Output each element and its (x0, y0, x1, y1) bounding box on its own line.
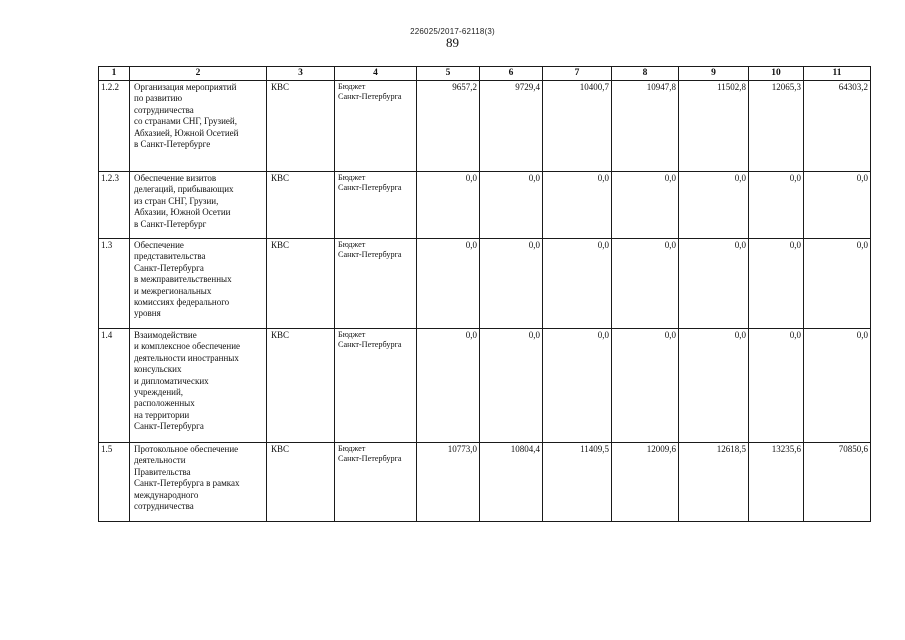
row-measure-name: Организация мероприятий по развитию сотрудничества со странами СНГ, Грузией, Абхазией, Южной Осетией в Санкт-Петербурге (130, 81, 267, 172)
row-value: 11502,8 (679, 81, 749, 172)
row-measure-name: Обеспечение представительства Санкт-Петербурга в межправительственных и межрегиональных комиссиях федерального уровня (130, 239, 267, 329)
row-value: 10773,0 (417, 443, 480, 522)
row-value: 0,0 (612, 329, 679, 443)
row-value: 12009,6 (612, 443, 679, 522)
row-code: 1.2.2 (99, 81, 130, 172)
column-header: 10 (749, 67, 804, 81)
row-executor: КВС (267, 239, 335, 329)
row-executor: КВС (267, 81, 335, 172)
column-header: 9 (679, 67, 749, 81)
row-value: 0,0 (543, 172, 612, 239)
table-row (99, 172, 871, 239)
row-value: 0,0 (417, 172, 480, 239)
row-funding-source: Бюджет Санкт-Петербурга (335, 172, 417, 239)
column-header: 7 (543, 67, 612, 81)
row-value: 10804,4 (480, 443, 543, 522)
budget-table (98, 66, 871, 522)
document-registration-code: 226025/2017-62118(3) (410, 27, 495, 36)
row-measure-name: Протокольное обеспечение деятельности Правительства Санкт-Петербурга в рамках международного сотрудничества (130, 443, 267, 522)
row-funding-source: Бюджет Санкт-Петербурга (335, 443, 417, 522)
row-code: 1.3 (99, 239, 130, 329)
row-code: 1.5 (99, 443, 130, 522)
column-header: 3 (267, 67, 335, 81)
row-value: 0,0 (804, 239, 871, 329)
row-value: 0,0 (804, 172, 871, 239)
row-funding-source: Бюджет Санкт-Петербурга (335, 239, 417, 329)
row-value: 11409,5 (543, 443, 612, 522)
row-value: 9657,2 (417, 81, 480, 172)
row-code: 1.4 (99, 329, 130, 443)
table-row (99, 443, 871, 522)
row-value: 0,0 (749, 329, 804, 443)
row-measure-name: Взаимодействие и комплексное обеспечение деятельности иностранных консульских и дипломатических учреждений, расположенных на территории Санкт-Петербурга (130, 329, 267, 443)
row-value: 0,0 (480, 239, 543, 329)
column-header: 8 (612, 67, 679, 81)
row-value: 0,0 (612, 239, 679, 329)
column-header: 4 (335, 67, 417, 81)
column-header: 11 (804, 67, 871, 81)
row-value: 0,0 (679, 239, 749, 329)
row-value: 12065,3 (749, 81, 804, 172)
row-funding-source: Бюджет Санкт-Петербурга (335, 81, 417, 172)
row-value: 0,0 (417, 329, 480, 443)
row-value: 0,0 (679, 329, 749, 443)
column-header: 5 (417, 67, 480, 81)
row-executor: КВС (267, 172, 335, 239)
column-header: 6 (480, 67, 543, 81)
table-row (99, 239, 871, 329)
row-measure-name: Обеспечение визитов делегаций, прибывающих из стран СНГ, Грузии, Абхазии, Южной Осетии в Санкт-Петербург (130, 172, 267, 239)
page-number: 89 (446, 35, 459, 50)
column-header: 2 (130, 67, 267, 81)
row-value: 0,0 (612, 172, 679, 239)
row-value: 13235,6 (749, 443, 804, 522)
row-value: 0,0 (543, 239, 612, 329)
row-value: 9729,4 (480, 81, 543, 172)
row-executor: КВС (267, 443, 335, 522)
row-value: 0,0 (480, 172, 543, 239)
table-row (99, 329, 871, 443)
row-value: 10947,8 (612, 81, 679, 172)
row-value: 0,0 (679, 172, 749, 239)
row-value: 0,0 (417, 239, 480, 329)
row-value: 0,0 (804, 329, 871, 443)
row-value: 12618,5 (679, 443, 749, 522)
table-row (99, 81, 871, 172)
table-header-row (99, 67, 871, 81)
row-executor: КВС (267, 329, 335, 443)
row-value: 70850,6 (804, 443, 871, 522)
row-value: 0,0 (749, 239, 804, 329)
row-value: 64303,2 (804, 81, 871, 172)
row-value: 0,0 (543, 329, 612, 443)
row-code: 1.2.3 (99, 172, 130, 239)
row-value: 0,0 (749, 172, 804, 239)
row-value: 10400,7 (543, 81, 612, 172)
row-funding-source: Бюджет Санкт-Петербурга (335, 329, 417, 443)
row-value: 0,0 (480, 329, 543, 443)
column-header: 1 (99, 67, 130, 81)
